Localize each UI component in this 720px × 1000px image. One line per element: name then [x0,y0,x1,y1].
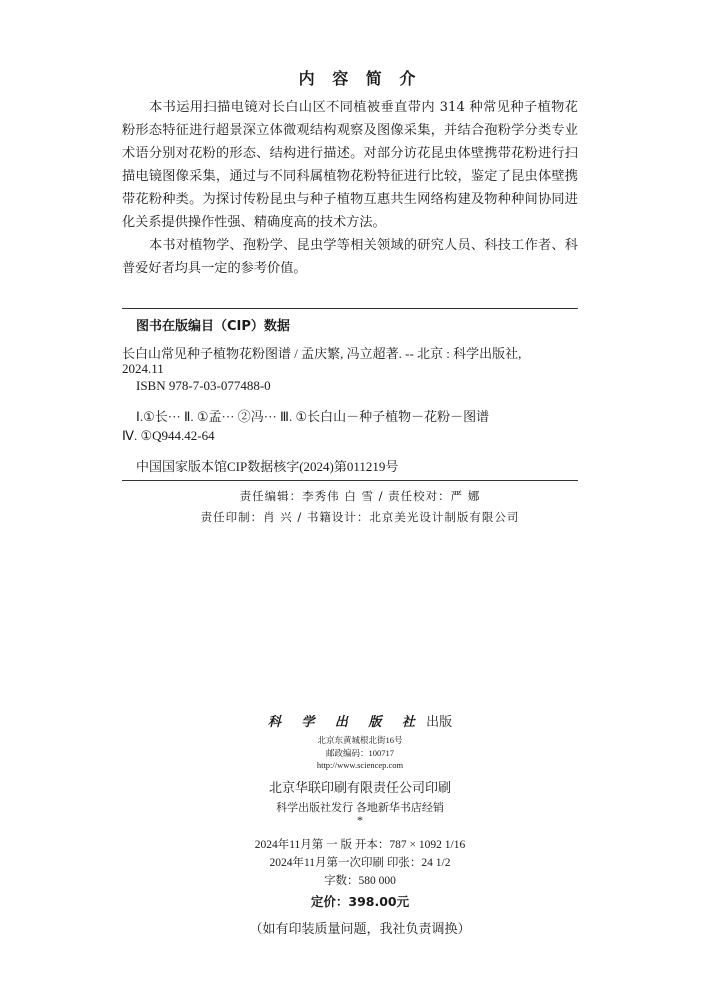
printer-line: 北京华联印刷有限责任公司印刷 [268,780,451,795]
cip-classification-1: Ⅰ.①长··· Ⅱ. ①孟··· ②冯··· Ⅲ. ①长白山－种子植物－花粉－图谱 [136,409,490,424]
word-count: 字数：580 000 [324,875,396,887]
production-credits: 责任印制：肖 兴 / 书籍设计：北京美光设计制版有限公司 [200,510,520,524]
cip-classification-2: Ⅳ. ①Q944.42-64 [122,428,215,443]
summary-paragraph-2: 本书对植物学、孢粉学、昆虫学等相关领域的研究人员、科技工作者、科普爱好者均具一定的参考价值。 [122,238,578,276]
quality-notice: （如有印装质量问题，我社负责调换） [249,922,471,937]
printing-line: 2024年11月第一次印刷 印张：24 1/2 [269,857,451,869]
divider-bottom [122,480,578,481]
cip-record-number: 中国国家版本馆CIP数据核字(2024)第011219号 [136,459,399,474]
publisher-postcode: 邮政编码：100717 [325,748,394,758]
divider-top [122,308,578,309]
publisher-url: http://www.sciencep.com [316,760,404,770]
separator-star: * [357,813,363,827]
publisher-suffix: 出版 [426,714,453,729]
cip-title-line: 长白山常见种子植物花粉图谱 / 孟庆繁, 冯立超著. -- 北京 : 科学出版社, [122,346,522,361]
summary-section [122,96,578,280]
cip-isbn: ISBN 978-7-03-077488-0 [136,378,271,393]
price: 定价：398.00元 [310,894,410,909]
editor-credits: 责任编辑：李秀伟 白 雪 / 责任校对：严 娜 [239,489,481,503]
cip-heading: 图书在版编目（CIP）数据 [136,319,290,334]
publisher-line [0,711,720,730]
publisher-name: 科 学 出 版 社 [267,715,423,730]
summary-paragraph-1: 本书运用扫描电镜对长白山区不同植被垂直带内 314 种常见种子植物花粉形态特征进行超景深立体微观结构观察及图像采集，并结合孢粉学分类专业术语分别对花粉的形态、结构进行描述。对部分访花昆虫体壁携带花粉进行扫描电镜图像采集，通过与不同科属植物花粉特征进行比较，鉴定了昆虫体壁携带花粉种类。为探讨传粉昆虫与种子植物互惠共生网络构建及物种种间协同进化关系提供操作性强、精确度高的技术方法。 [122,100,578,230]
distributor-line: 科学出版社发行 各地新华书店经销 [276,802,444,814]
cip-date-line: 2024.11 [122,361,164,376]
edition-line: 2024年11月第 一 版 开本：787 × 1092 1/16 [254,839,466,851]
page-title: 内 容 简 介 [298,69,422,88]
publisher-address: 北京东黄城根北街16号 [317,735,403,745]
